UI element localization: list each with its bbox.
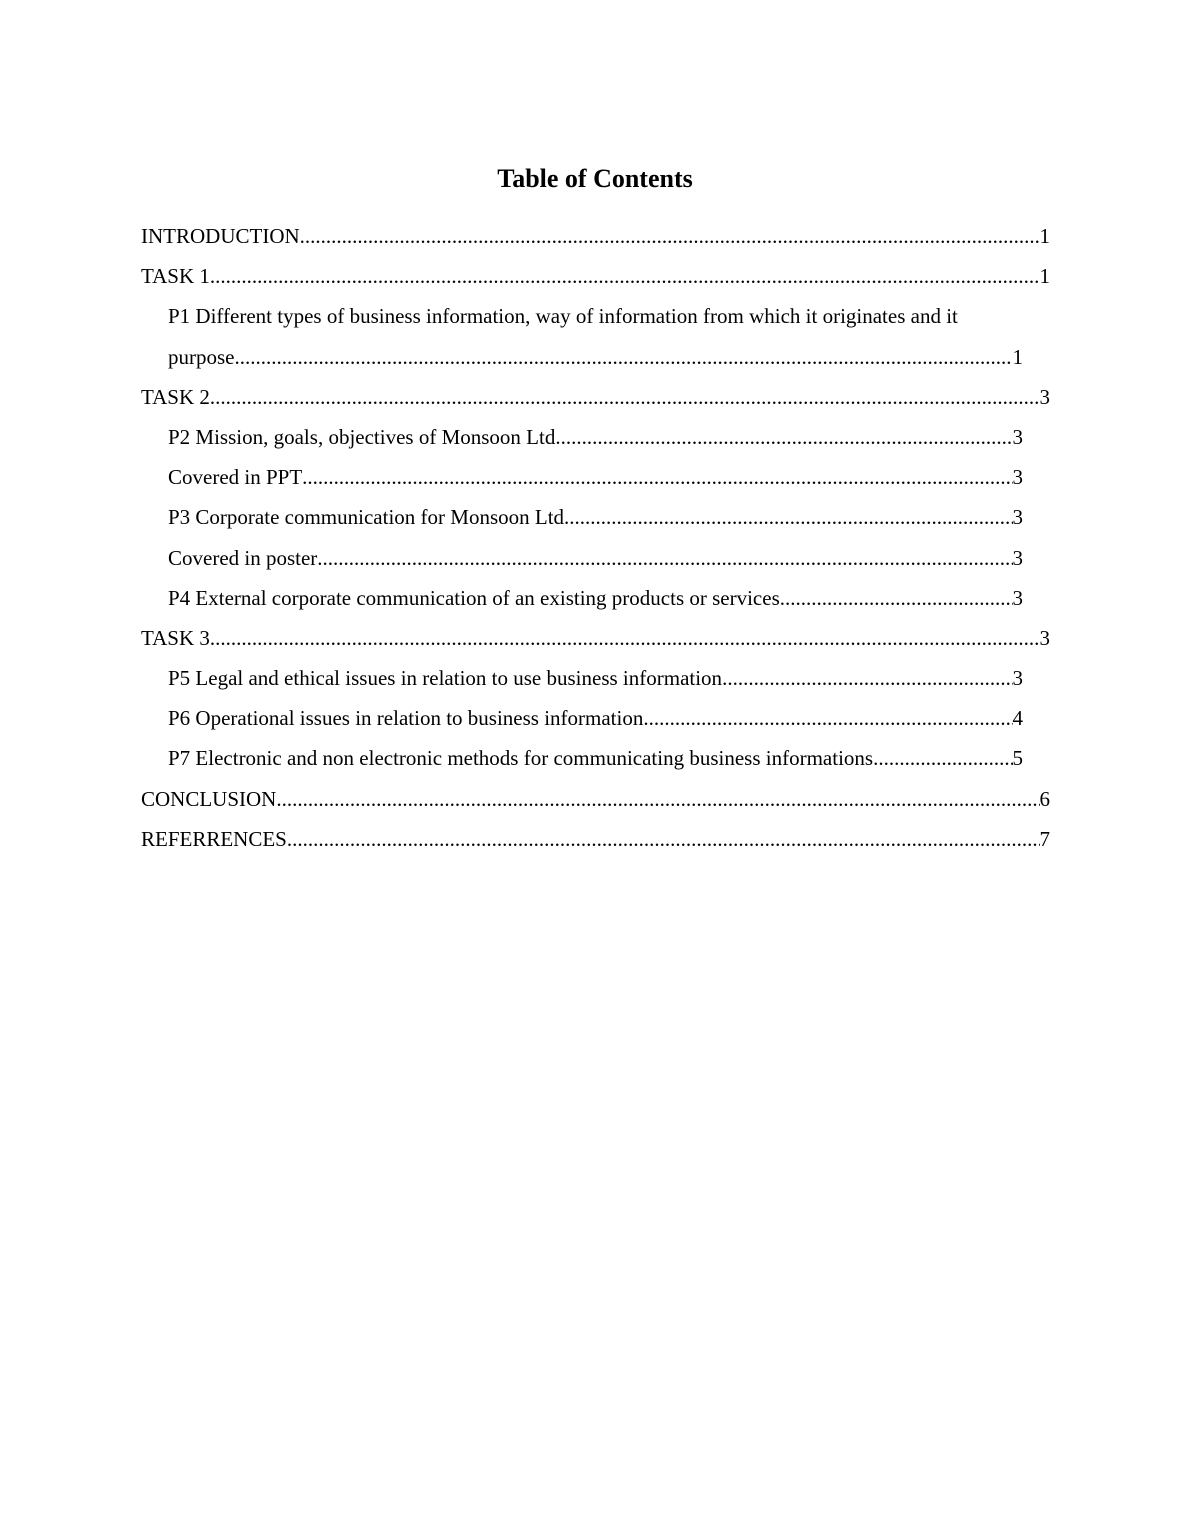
toc-dot-leader — [276, 779, 1039, 819]
toc-list — [0, 216, 1190, 859]
toc-dot-leader — [643, 698, 1012, 738]
toc-dot-leader — [210, 256, 1040, 296]
toc-page-number: 3 — [1012, 585, 1023, 610]
toc-entry-references[interactable] — [0, 819, 1190, 859]
toc-page-number: 5 — [1012, 746, 1023, 771]
toc-entry-label: P7 Electronic and non electronic methods for communicating business informations — [168, 746, 874, 771]
toc-dot-leader — [300, 216, 1040, 256]
toc-page-number: 3 — [1012, 424, 1023, 449]
toc-page-number: 7 — [1039, 826, 1050, 851]
toc-entry-label: TASK 1 — [141, 264, 210, 289]
toc-entry-label: INTRODUCTION — [141, 224, 300, 248]
toc-entry-task-2[interactable] — [0, 377, 1190, 417]
toc-dot-leader — [780, 578, 1013, 618]
toc-entry-label-line1: P1 Different types of business information, way of information from which it originates and it — [168, 304, 958, 329]
toc-dot-leader — [235, 337, 1013, 377]
toc-page-number: 4 — [1012, 706, 1023, 731]
toc-page-number: 1 — [1039, 264, 1050, 289]
toc-entry-p7[interactable] — [0, 738, 1190, 778]
toc-entry-covered-in-poster[interactable] — [0, 538, 1190, 578]
toc-entry-label: P2 Mission, goals, objectives of Monsoon Ltd — [168, 424, 556, 449]
toc-entry-p4[interactable] — [0, 578, 1190, 618]
toc-entry-p5[interactable] — [0, 658, 1190, 698]
toc-entry-label: REFERRENCES — [141, 826, 287, 851]
toc-entry-label: Covered in PPT — [168, 465, 303, 490]
toc-entry-label: Covered in poster — [168, 545, 318, 570]
toc-entry-p6[interactable] — [0, 698, 1190, 738]
toc-page-number: 3 — [1012, 666, 1023, 691]
toc-page-number: 3 — [1012, 545, 1023, 570]
toc-page-number: 3 — [1039, 384, 1050, 409]
toc-entry-p2[interactable] — [0, 417, 1190, 457]
toc-entry-p3[interactable] — [0, 497, 1190, 537]
toc-entry-introduction[interactable] — [0, 216, 1190, 256]
toc-dot-leader — [210, 618, 1040, 658]
toc-dot-leader — [555, 417, 1012, 457]
toc-entry-conclusion[interactable] — [0, 779, 1190, 819]
toc-entry-task-3[interactable] — [0, 618, 1190, 658]
toc-entry-label-line2: purpose — [168, 344, 235, 369]
toc-entry-covered-in-ppt[interactable] — [0, 457, 1190, 497]
toc-entry-label: P5 Legal and ethical issues in relation to use business information — [168, 666, 723, 691]
toc-dot-leader — [317, 538, 1012, 578]
toc-entry-label: P4 External corporate communication of an existing products or services — [168, 585, 780, 610]
toc-page-number: 3 — [1012, 465, 1023, 490]
toc-page-number: 1 — [1039, 224, 1050, 248]
toc-dot-leader — [564, 497, 1012, 537]
toc-title: Table of Contents — [497, 164, 693, 193]
toc-dot-leader — [287, 819, 1040, 859]
toc-dot-leader — [722, 658, 1012, 698]
toc-dot-leader — [302, 457, 1012, 497]
toc-dot-leader — [210, 377, 1040, 417]
toc-entry-label: P6 Operational issues in relation to business information — [168, 706, 644, 731]
toc-dot-leader — [873, 738, 1012, 778]
toc-entry-p1[interactable] — [0, 296, 1190, 376]
toc-entry-label: TASK 2 — [141, 384, 210, 409]
toc-page-number: 6 — [1039, 786, 1050, 811]
toc-entry-label: P3 Corporate communication for Monsoon Ltd — [168, 505, 565, 530]
toc-page-number: 1 — [1012, 344, 1023, 369]
toc-entry-label: CONCLUSION — [141, 786, 277, 811]
toc-page-number: 3 — [1012, 505, 1023, 530]
toc-page-number: 3 — [1039, 625, 1050, 650]
toc-entry-label: TASK 3 — [141, 625, 210, 650]
toc-entry-task-1[interactable] — [0, 256, 1190, 296]
